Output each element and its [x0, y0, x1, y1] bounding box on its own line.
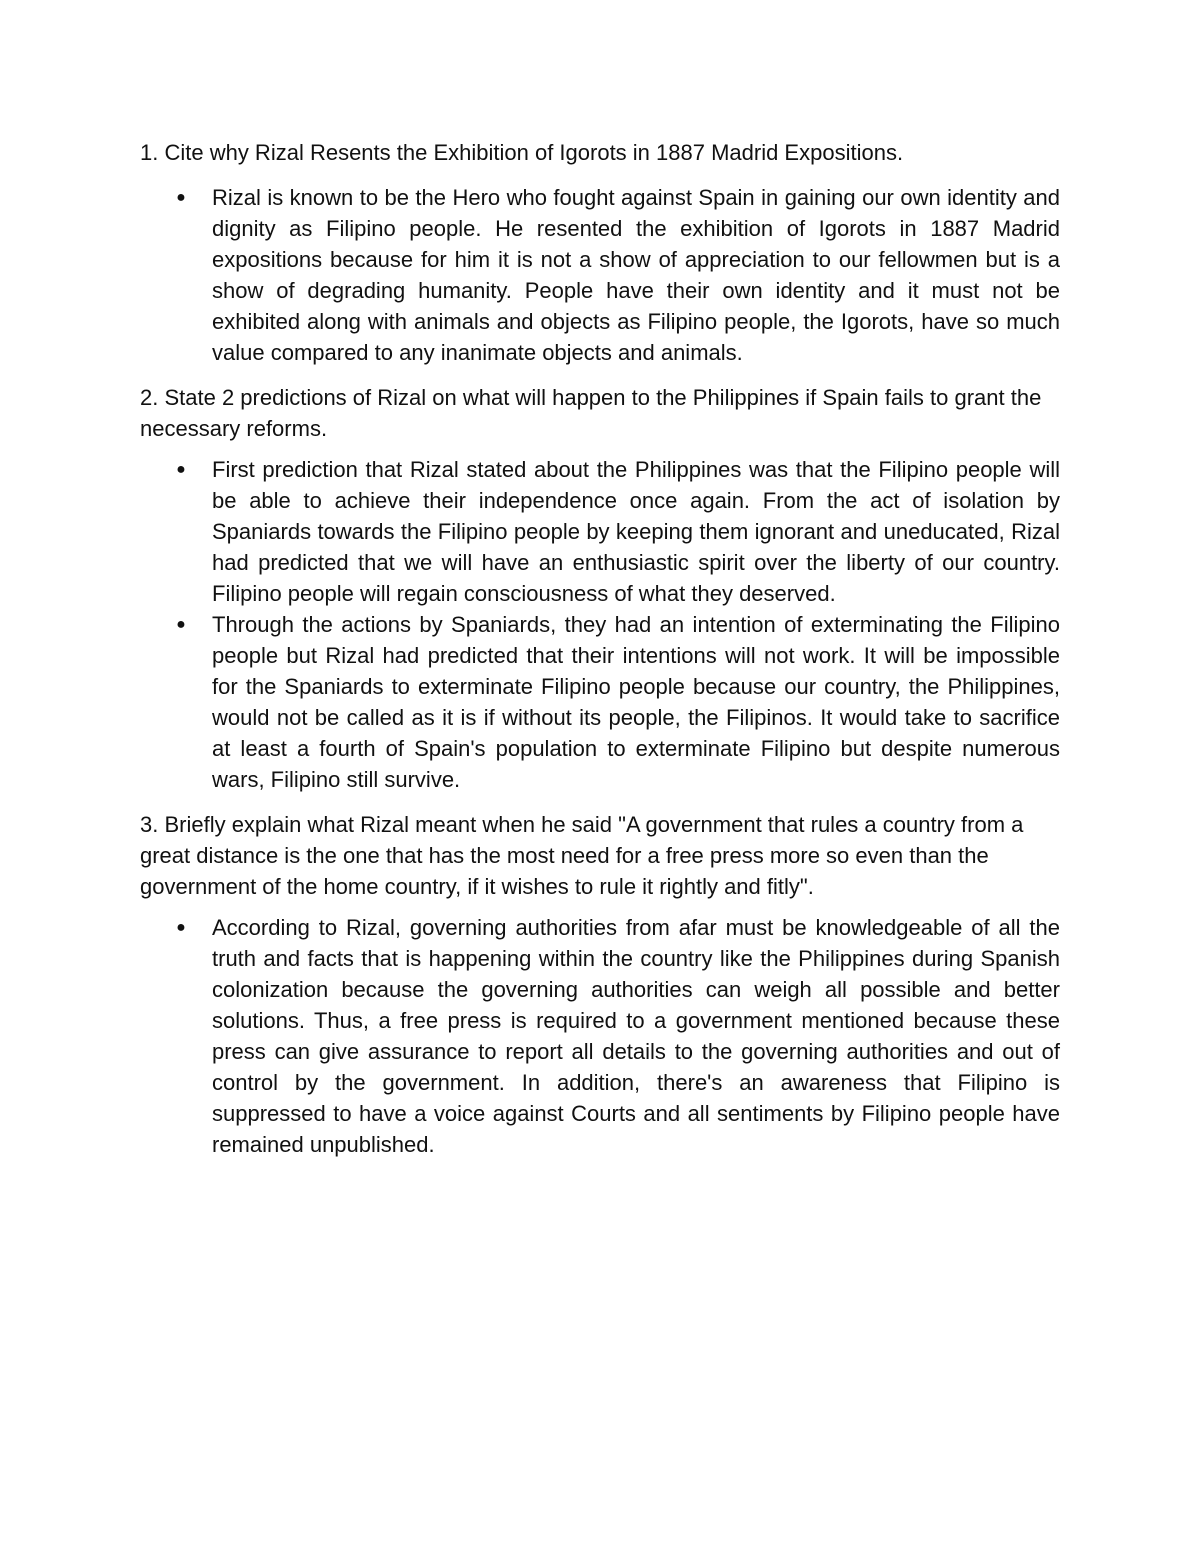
answer-text: Rizal is known to be the Hero who fought against Spain in gaining our own identity and dignity as Filipino people. He resented the exhibition of Igorots in 1887 Madrid expositions because for him it is not a show of appreciation to our fellowmen but is a show of degrading humanity. People have their own identity and it must not be exhibited along with animals and objects as Filipino people, the Igorots, have so much value compared to any inanimate objects and animals.	[212, 185, 1060, 365]
bullet-icon: ●	[176, 919, 186, 936]
answer-list-3	[140, 912, 1060, 1160]
question-1: 1. Cite why Rizal Resents the Exhibition of Igorots in 1887 Madrid Expositions.	[140, 140, 904, 165]
question-3: 3. Briefly explain what Rizal meant when he said "A government that rules a country from a great distance is the one that has the most need for a free press more so even than the government of the home country, if it wishes to rule it rightly and fitly".	[140, 812, 1024, 899]
answer-text: According to Rizal, governing authorities from afar must be knowledgeable of all the truth and facts that is happening within the country like the Philippines during Spanish colonization because the governing authorities can weigh all possible and better solutions. Thus, a free press is required to a government mentioned because these press can give assurance to report all details to the governing authorities and out of control by the government. In addition, there's an awareness that Filipino is suppressed to have a voice against Courts and all sentiments by Filipino people have remained unpublished.	[212, 915, 1060, 1157]
answer-2-1	[140, 454, 1060, 609]
bullet-icon: ●	[176, 189, 186, 206]
answer-list-1	[140, 182, 1060, 368]
answer-3-1	[140, 912, 1060, 1160]
bullet-icon: ●	[176, 461, 186, 478]
answer-2-2	[140, 609, 1060, 795]
question-2: 2. State 2 predictions of Rizal on what will happen to the Philippines if Spain fails to grant the necessary reforms.	[140, 385, 1042, 441]
answer-text: Through the actions by Spaniards, they had an intention of exterminating the Filipino people but Rizal had predicted that their intentions will not work. It will be impossible for the Spaniards to exterminate Filipino people because our country, the Philippines, would not be called as it is if without its people, the Filipinos. It would take to sacrifice at least a fourth of Spain's population to exterminate Filipino but despite numerous wars, Filipino still survive.	[212, 612, 1060, 792]
answer-1-1	[140, 182, 1060, 368]
bullet-icon: ●	[176, 616, 186, 633]
answer-list-2	[140, 454, 1060, 795]
answer-text: First prediction that Rizal stated about the Philippines was that the Filipino people will be able to achieve their independence once again. From the act of isolation by Spaniards towards the Filipino people by keeping them ignorant and uneducated, Rizal had predicted that we will have an enthusiastic spirit over the liberty of our country. Filipino people will regain consciousness of what they deserved.	[212, 457, 1060, 606]
document-page	[140, 137, 1060, 1174]
